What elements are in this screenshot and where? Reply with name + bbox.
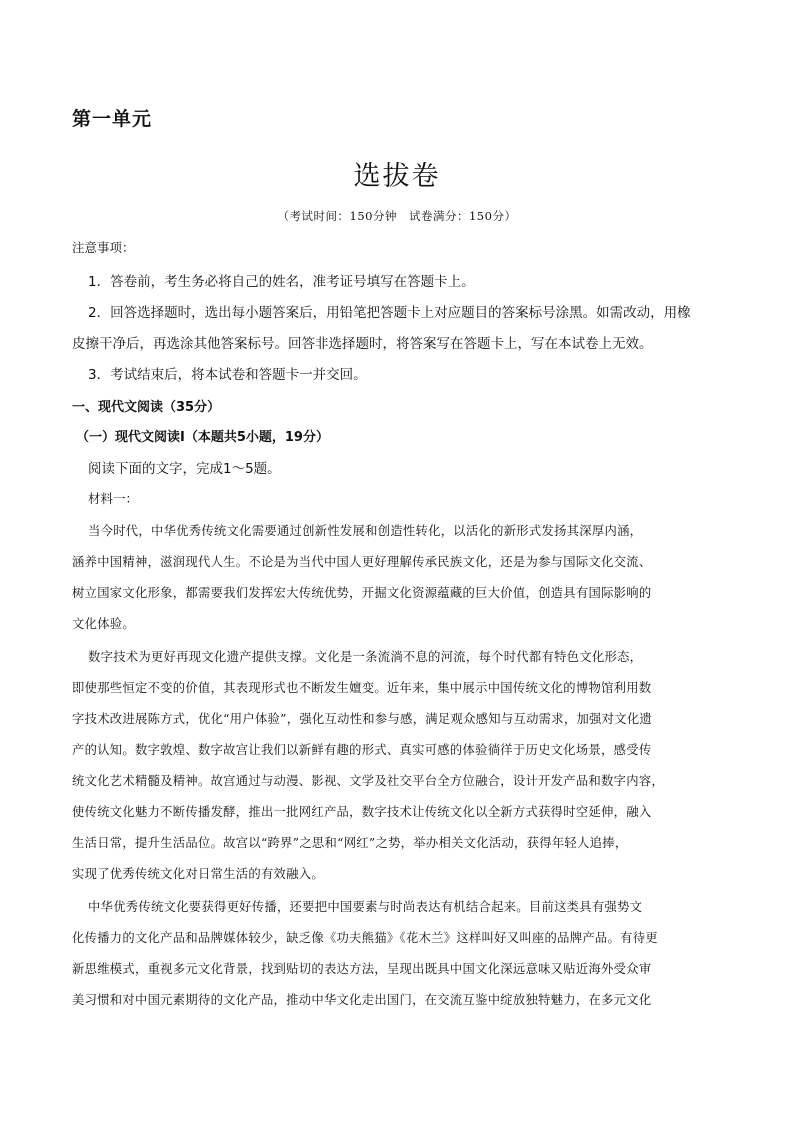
material-label: 材料一： xyxy=(88,491,139,506)
passage-line: 使传统文化魅力不断传播发酵，推出一批网红产品，数字技术让传统文化以全新方式获得时空延伸，融入 xyxy=(72,805,652,819)
passage-line: 中华优秀传统文化要获得更好传播，还要把中国要素与时尚表达有机结合起来。目前这类具有强势文 xyxy=(88,900,643,914)
passage-line: 涵养中国精神，滋润现代人生。不论是为当代中国人更好理解传承民族文化，还是为参与国际文化交流、 xyxy=(72,555,652,569)
passage-line: 新思维模式，重视多元文化背景，找到贴切的表达方法，呈现出既具中国文化深远意味又贴近海外受众审 xyxy=(72,962,652,976)
unit-heading: 第一单元 xyxy=(72,108,153,130)
notice-item-2-line-2: 皮擦干净后，再选涂其他答案标号。回答非选择题时，将答案写在答题卡上，写在本试卷上无效。 xyxy=(72,336,653,352)
reading-instruction: 阅读下面的文字，完成1～5题。 xyxy=(88,461,281,477)
passage-line: 统文化艺术精髓及精神。故宫通过与动漫、影视、文学及社交平台全方位融合，设计开发产品和数字内容， xyxy=(72,774,665,788)
passage-line: 数字技术为更好再现文化遗产提供支撑。文化是一条流淌不息的河流，每个时代都有特色文化形态， xyxy=(88,650,643,664)
section-heading: 一、现代文阅读（35分） xyxy=(72,400,221,415)
passage-line: 字技术改进展陈方式，优化“用户体验”，强化互动性和参与感，满足观众感知与互动需求，加强对文化遗 xyxy=(72,712,653,726)
passage-line: 化传播力的文化产品和品牌媒体较少，缺乏像《功夫熊猫》《花木兰》这样叫好又叫座的品牌产品。有待更 xyxy=(72,931,658,945)
passage-line: 文化体验。 xyxy=(72,617,135,631)
passage-line: 产的认知。数字敦煌、数字故宫让我们以新鲜有趣的形式、真实可感的体验徜徉于历史文化场景，感受传 xyxy=(72,743,652,757)
passage-line: 实现了优秀传统文化对日常生活的有效融入。 xyxy=(72,867,324,881)
page-title: 选拔卷 xyxy=(353,161,441,192)
passage-line: 树立国家文化形象，都需要我们发挥宏大传统优势，开掘文化资源蕴藏的巨大价值，创造具有国际影响的 xyxy=(72,586,652,600)
notice-item-2-line-1: 2．回答选择题时，选出每小题答案后，用铅笔把答题卡上对应题目的答案标号涂黑。如需改动，用橡 xyxy=(88,305,691,321)
exam-info: （考试时间：150分钟 试卷满分：150分） xyxy=(277,209,517,223)
passage-line: 生活日常，提升生活品位。故宫以“跨界”之思和“网红”之势，举办相关文化活动，获得年轻人追捧， xyxy=(72,836,628,850)
passage-line: 即使那些恒定不变的价值，其表现形式也不断发生嬗变。近年来，集中展示中国传统文化的博物馆利用数 xyxy=(72,681,652,695)
passage-line: 美习惯和对中国元素期待的文化产品，推动中华文化走出国门，在交流互鉴中绽放独特魅力，在多元文化 xyxy=(72,993,652,1007)
passage-line: 当今时代，中华优秀传统文化需要通过创新性发展和创造性转化，以活化的新形式发扬其深厚内涵， xyxy=(88,524,643,538)
subsection-heading: （一）现代文阅读Ⅰ（本题共5小题，19分） xyxy=(76,430,329,445)
notice-item-3: 3．考试结束后，将本试卷和答题卡一并交回。 xyxy=(88,367,367,383)
notice-item-1: 1．答卷前，考生务必将自己的姓名，准考证号填写在答题卡上。 xyxy=(88,274,475,290)
notice-label: 注意事项： xyxy=(72,240,135,255)
